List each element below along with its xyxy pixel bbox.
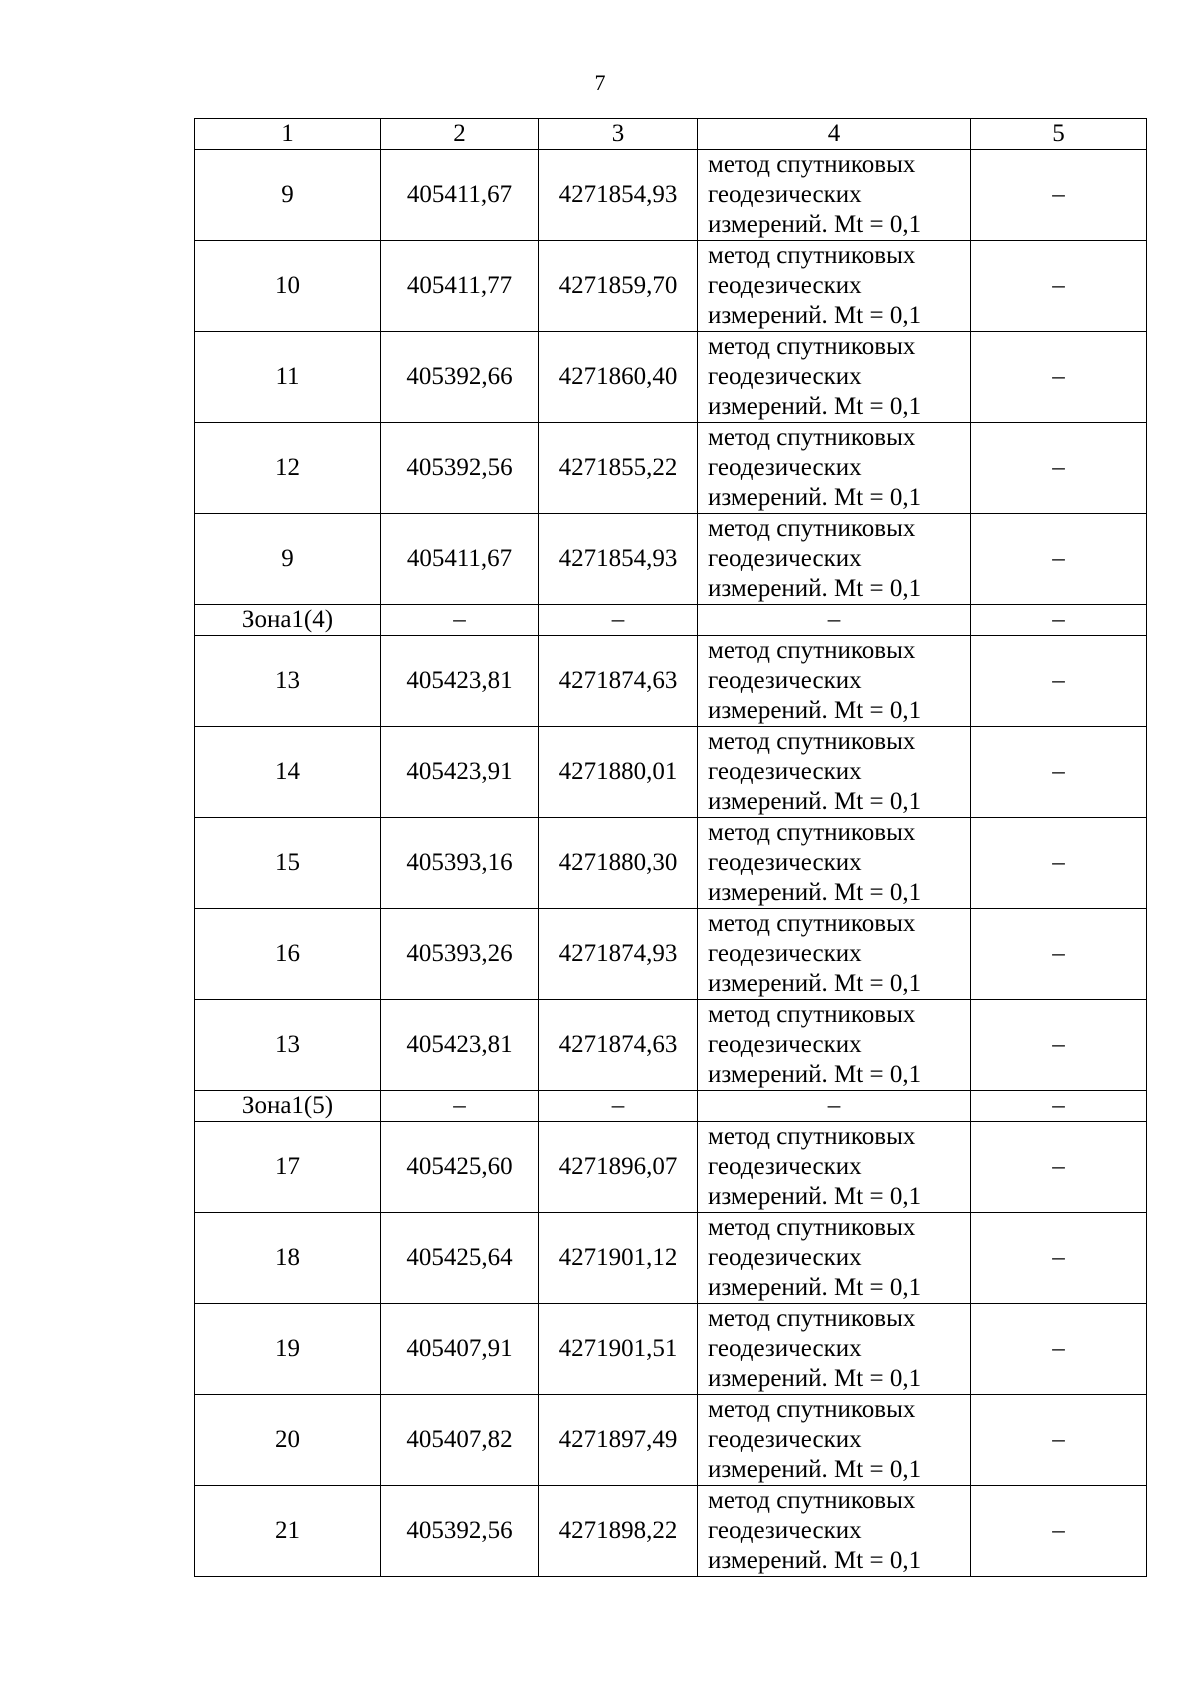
header-row bbox=[195, 119, 1147, 150]
y-coordinate-cell: 4271901,51 bbox=[539, 1304, 698, 1395]
method-line: метод спутниковых bbox=[708, 151, 916, 178]
y-coordinate-cell: 4271897,49 bbox=[539, 1395, 698, 1486]
note-cell: – bbox=[971, 1091, 1147, 1122]
method-line: геодезических bbox=[708, 1031, 862, 1058]
x-coordinate-cell: 405425,60 bbox=[381, 1122, 539, 1213]
note-cell: – bbox=[971, 818, 1147, 909]
note-cell: – bbox=[971, 727, 1147, 818]
point-number-cell: 17 bbox=[195, 1122, 381, 1213]
table-row bbox=[195, 1122, 1147, 1213]
x-coordinate-cell: 405411,67 bbox=[381, 514, 539, 605]
method-line: геодезических bbox=[708, 758, 862, 785]
table-row bbox=[195, 727, 1147, 818]
table-row bbox=[195, 636, 1147, 727]
method-line: геодезических bbox=[708, 181, 862, 208]
y-coordinate-cell: 4271874,63 bbox=[539, 636, 698, 727]
x-coordinate-cell: 405393,16 bbox=[381, 818, 539, 909]
method-cell bbox=[698, 1122, 971, 1213]
method-line: метод спутниковых bbox=[708, 242, 916, 269]
method-line: метод спутниковых bbox=[708, 1123, 916, 1150]
method-line: – bbox=[827, 1092, 841, 1119]
table-row bbox=[195, 150, 1147, 241]
note-cell: – bbox=[971, 605, 1147, 636]
x-coordinate-cell: 405423,81 bbox=[381, 1000, 539, 1091]
method-line: измерений. Mt = 0,1 bbox=[708, 1061, 922, 1088]
method-line: метод спутниковых bbox=[708, 1396, 916, 1423]
method-line: измерений. Mt = 0,1 bbox=[708, 211, 922, 238]
method-cell bbox=[698, 1213, 971, 1304]
x-coordinate-cell: 405407,82 bbox=[381, 1395, 539, 1486]
method-cell bbox=[698, 1091, 971, 1122]
x-coordinate-cell: 405392,66 bbox=[381, 332, 539, 423]
method-line: измерений. Mt = 0,1 bbox=[708, 1365, 922, 1392]
y-coordinate-cell: 4271880,30 bbox=[539, 818, 698, 909]
note-cell: – bbox=[971, 1486, 1147, 1577]
method-cell bbox=[698, 1000, 971, 1091]
y-coordinate-cell: 4271880,01 bbox=[539, 727, 698, 818]
method-line: метод спутниковых bbox=[708, 1305, 916, 1332]
method-line: метод спутниковых bbox=[708, 728, 916, 755]
y-coordinate-cell: 4271901,12 bbox=[539, 1213, 698, 1304]
note-cell: – bbox=[971, 514, 1147, 605]
zone-row bbox=[195, 1091, 1147, 1122]
point-number-cell: 19 bbox=[195, 1304, 381, 1395]
point-number-cell: 11 bbox=[195, 332, 381, 423]
method-line: геодезических bbox=[708, 1426, 862, 1453]
x-coordinate-cell: 405411,67 bbox=[381, 150, 539, 241]
y-coordinate-cell: – bbox=[539, 1091, 698, 1122]
note-cell: – bbox=[971, 1000, 1147, 1091]
table-row bbox=[195, 332, 1147, 423]
point-number-cell: 18 bbox=[195, 1213, 381, 1304]
point-number-cell: Зона1(5) bbox=[195, 1091, 381, 1122]
method-cell bbox=[698, 514, 971, 605]
y-coordinate-cell: 4271854,93 bbox=[539, 150, 698, 241]
method-cell bbox=[698, 909, 971, 1000]
table-row bbox=[195, 241, 1147, 332]
y-coordinate-cell: 4271854,93 bbox=[539, 514, 698, 605]
method-line: измерений. Mt = 0,1 bbox=[708, 484, 922, 511]
method-line: геодезических bbox=[708, 667, 862, 694]
table-row bbox=[195, 1395, 1147, 1486]
x-coordinate-cell: – bbox=[381, 605, 539, 636]
x-coordinate-cell: 405425,64 bbox=[381, 1213, 539, 1304]
table-row bbox=[195, 1486, 1147, 1577]
note-cell: – bbox=[971, 1395, 1147, 1486]
method-line: геодезических bbox=[708, 1244, 862, 1271]
point-number-cell: 9 bbox=[195, 150, 381, 241]
note-cell: – bbox=[971, 1304, 1147, 1395]
note-cell: – bbox=[971, 241, 1147, 332]
point-number-cell: 13 bbox=[195, 1000, 381, 1091]
table-body bbox=[195, 150, 1147, 1577]
note-cell: – bbox=[971, 423, 1147, 514]
x-coordinate-cell: – bbox=[381, 1091, 539, 1122]
point-number-cell: 16 bbox=[195, 909, 381, 1000]
table-row bbox=[195, 1000, 1147, 1091]
y-coordinate-cell: – bbox=[539, 605, 698, 636]
note-cell: – bbox=[971, 636, 1147, 727]
y-coordinate-cell: 4271896,07 bbox=[539, 1122, 698, 1213]
table-row bbox=[195, 909, 1147, 1000]
y-coordinate-cell: 4271874,63 bbox=[539, 1000, 698, 1091]
point-number-cell: 20 bbox=[195, 1395, 381, 1486]
method-cell bbox=[698, 1486, 971, 1577]
method-cell bbox=[698, 332, 971, 423]
method-cell bbox=[698, 727, 971, 818]
method-line: измерений. Mt = 0,1 bbox=[708, 788, 922, 815]
point-number-cell: 13 bbox=[195, 636, 381, 727]
method-cell bbox=[698, 1304, 971, 1395]
method-line: геодезических bbox=[708, 1335, 862, 1362]
method-line: геодезических bbox=[708, 940, 862, 967]
table-row bbox=[195, 1213, 1147, 1304]
table-row bbox=[195, 818, 1147, 909]
method-line: измерений. Mt = 0,1 bbox=[708, 1456, 922, 1483]
method-line: геодезических bbox=[708, 363, 862, 390]
y-coordinate-cell: 4271898,22 bbox=[539, 1486, 698, 1577]
method-line: метод спутниковых bbox=[708, 333, 916, 360]
point-number-cell: 14 bbox=[195, 727, 381, 818]
method-line: – bbox=[827, 606, 841, 633]
note-cell: – bbox=[971, 1213, 1147, 1304]
column-header-5: 5 bbox=[971, 119, 1147, 150]
method-line: метод спутниковых bbox=[708, 1487, 916, 1514]
method-line: метод спутниковых bbox=[708, 1214, 916, 1241]
point-number-cell: Зона1(4) bbox=[195, 605, 381, 636]
y-coordinate-cell: 4271859,70 bbox=[539, 241, 698, 332]
coordinates-table bbox=[194, 118, 1147, 1577]
column-header-4: 4 bbox=[698, 119, 971, 150]
method-line: измерений. Mt = 0,1 bbox=[708, 697, 922, 724]
method-line: измерений. Mt = 0,1 bbox=[708, 393, 922, 420]
column-header-1: 1 bbox=[195, 119, 381, 150]
table-row bbox=[195, 423, 1147, 514]
column-header-2: 2 bbox=[381, 119, 539, 150]
point-number-cell: 15 bbox=[195, 818, 381, 909]
y-coordinate-cell: 4271855,22 bbox=[539, 423, 698, 514]
table-row bbox=[195, 514, 1147, 605]
column-header-3: 3 bbox=[539, 119, 698, 150]
method-line: геодезических bbox=[708, 1153, 862, 1180]
method-line: метод спутниковых bbox=[708, 1001, 916, 1028]
method-line: измерений. Mt = 0,1 bbox=[708, 1183, 922, 1210]
method-line: измерений. Mt = 0,1 bbox=[708, 1547, 922, 1574]
method-line: измерений. Mt = 0,1 bbox=[708, 1274, 922, 1301]
note-cell: – bbox=[971, 150, 1147, 241]
method-line: геодезических bbox=[708, 454, 862, 481]
method-line: измерений. Mt = 0,1 bbox=[708, 970, 922, 997]
method-cell bbox=[698, 605, 971, 636]
method-line: измерений. Mt = 0,1 bbox=[708, 879, 922, 906]
point-number-cell: 9 bbox=[195, 514, 381, 605]
x-coordinate-cell: 405423,91 bbox=[381, 727, 539, 818]
x-coordinate-cell: 405392,56 bbox=[381, 423, 539, 514]
method-cell bbox=[698, 636, 971, 727]
method-line: геодезических bbox=[708, 545, 862, 572]
method-cell bbox=[698, 241, 971, 332]
table-row bbox=[195, 1304, 1147, 1395]
x-coordinate-cell: 405393,26 bbox=[381, 909, 539, 1000]
x-coordinate-cell: 405411,77 bbox=[381, 241, 539, 332]
method-line: метод спутниковых bbox=[708, 910, 916, 937]
point-number-cell: 21 bbox=[195, 1486, 381, 1577]
x-coordinate-cell: 405392,56 bbox=[381, 1486, 539, 1577]
method-cell bbox=[698, 423, 971, 514]
method-line: метод спутниковых bbox=[708, 515, 916, 542]
method-line: геодезических bbox=[708, 849, 862, 876]
method-line: метод спутниковых bbox=[708, 819, 916, 846]
x-coordinate-cell: 405423,81 bbox=[381, 636, 539, 727]
note-cell: – bbox=[971, 332, 1147, 423]
method-line: геодезических bbox=[708, 272, 862, 299]
method-line: измерений. Mt = 0,1 bbox=[708, 302, 922, 329]
y-coordinate-cell: 4271860,40 bbox=[539, 332, 698, 423]
x-coordinate-cell: 405407,91 bbox=[381, 1304, 539, 1395]
y-coordinate-cell: 4271874,93 bbox=[539, 909, 698, 1000]
method-line: метод спутниковых bbox=[708, 424, 916, 451]
point-number-cell: 12 bbox=[195, 423, 381, 514]
note-cell: – bbox=[971, 1122, 1147, 1213]
method-cell bbox=[698, 150, 971, 241]
point-number-cell: 10 bbox=[195, 241, 381, 332]
method-line: геодезических bbox=[708, 1517, 862, 1544]
zone-row bbox=[195, 605, 1147, 636]
method-cell bbox=[698, 818, 971, 909]
table-header bbox=[195, 119, 1147, 150]
page-number: 7 bbox=[594, 70, 606, 95]
method-line: метод спутниковых bbox=[708, 637, 916, 664]
note-cell: – bbox=[971, 909, 1147, 1000]
method-cell bbox=[698, 1395, 971, 1486]
method-line: измерений. Mt = 0,1 bbox=[708, 575, 922, 602]
